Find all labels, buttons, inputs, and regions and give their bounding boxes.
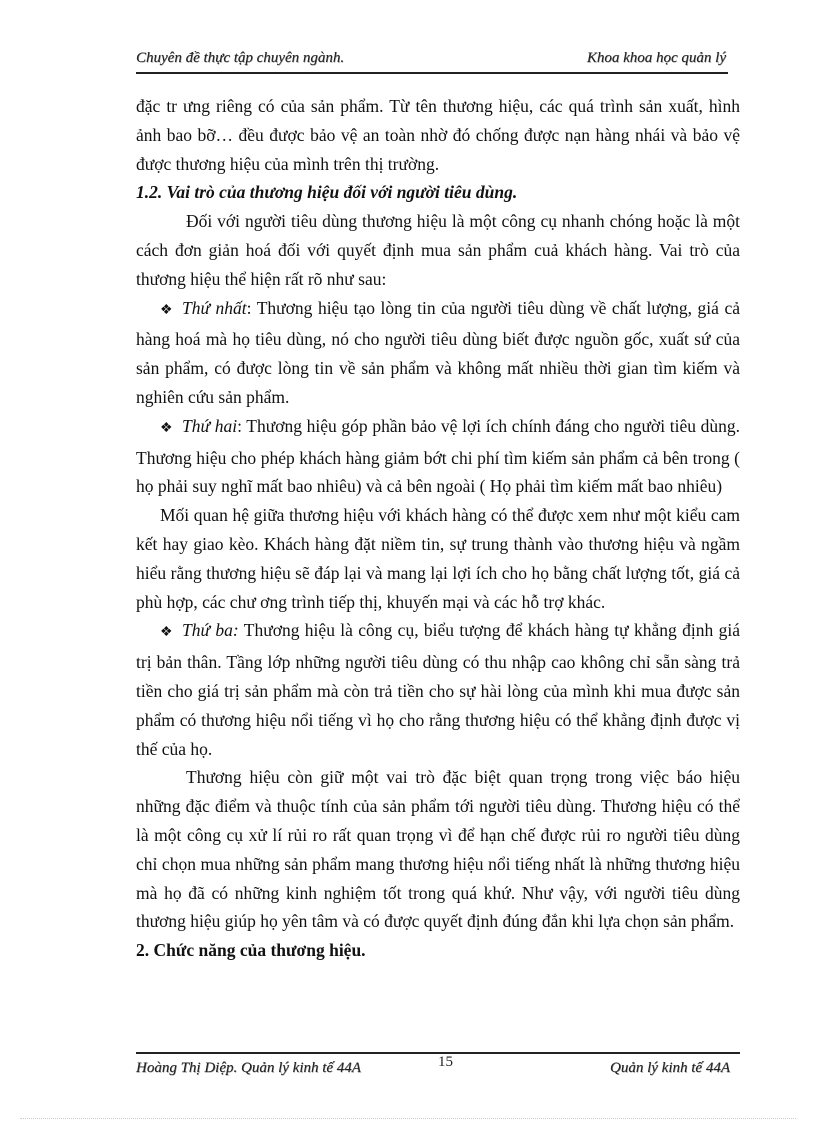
paragraph-relationship: Mối quan hệ giữa thương hiệu với khách hàng có thể được xem như một kiểu cam kết hay giao kèo. Khách hàng đặt niềm tin, sự trung thành vào thương hiệu và ngầm hiểu rằng thương hiệu sẽ đáp lại và mang lại lợi ích cho họ bằng chất lượng tốt, giá cả phù hợp, các chư ơng trình tiếp thị, khuyến mại và các hỗ trợ khác. [136,505,740,612]
document-body [136,92,740,965]
bullet-label: Thứ nhất [182,297,247,318]
bullet-label: Thứ hai [182,415,238,436]
bullet-item-second [136,412,740,501]
paragraph-intro: Đối với người tiêu dùng thương hiệu là một công cụ nhanh chóng hoặc là một cách đơn giản hoá đối với quyết định mua sản phẩm cuả khách hàng. Vai trò của thương hiệu thể hiện rất rõ như sau: [136,211,740,289]
diamond-bullet-icon: ❖ [160,625,173,641]
bullet-text: : Thương hiệu tạo lòng tin của người tiêu dùng về chất lượng, giá cả hàng hoá mà họ tiêu dùng, nó cho người tiêu dùng biết được nguồn gốc, xuất sứ của sản phẩm, có được lòng tin về sản phẩm và không mất nhiều thời gian tìm kiếm và nghiên cứu sản phẩm. [136,297,740,407]
header-right-text: Khoa khoa học quản lý [586,50,726,66]
page-header [136,48,728,74]
page-footer [136,1052,740,1084]
bullet-item-first [136,294,740,412]
footer-author: Hoàng Thị Diệp. Quản lý kinh tế 44A [136,1060,361,1076]
paragraph-continuation: đặc tr ưng riêng có của sản phẩm. Từ tên thương hiệu, các quá trình sản xuất, hình ảnh bao bỡ… đều được bảo vệ an toàn nhờ đó chống được nạn hàng nhái và bảo vệ được thương hiệu của mình trên thị trường. [136,96,740,174]
bullet-item-third [136,616,740,763]
page-edge-divider [20,1118,796,1119]
footer-right-text: Quản lý kinh tế 44A [610,1060,730,1076]
page-number: 15 [438,1054,453,1070]
section-heading-1-2: 1.2. Vai trò của thương hiệu đối với người tiêu dùng. [136,182,518,203]
section-heading-2: 2. Chức năng của thương hiệu. [136,940,366,961]
diamond-bullet-icon: ❖ [160,420,173,436]
paragraph-risk: Thương hiệu còn giữ một vai trò đặc biệt quan trọng trong việc báo hiệu những đặc điểm và thuộc tính của sản phẩm tới người tiêu dùng. Thương hiệu có thể là một công cụ xử lí rủi ro rất quan trọng vì để hạn chế được rủi ro người tiêu dùng chỉ chọn mua những sản phẩm mang thương hiệu nổi tiếng nhất là những thương hiệu mà họ đã có những kinh nghiệm tốt trong quá khứ. Như vậy, với người tiêu dùng thương hiệu giúp họ yên tâm và có được quyết định đúng đắn khi lựa chọn sản phẩm. [136,767,740,932]
bullet-label: Thứ ba: [182,620,239,641]
header-left-text: Chuyên đề thực tập chuyên ngành. [136,50,345,66]
bullet-text: : Thương hiệu góp phần bảo vệ lợi ích chính đáng cho người tiêu dùng. Thương hiệu cho phép khách hàng giảm bớt chi phí tìm kiếm sản phẩm cả bên trong ( họ phải suy nghĩ mất bao nhiêu) và cả bên ngoài ( Họ phải tìm kiếm mất bao nhiêu) [136,415,740,497]
diamond-bullet-icon: ❖ [160,302,173,318]
bullet-text: Thương hiệu là công cụ, biểu tượng để khách hàng tự khẳng định giá trị bản thân. Tầng lớp những người tiêu dùng có thu nhập cao không chỉ sẵn sàng trả tiền cho giá trị sản phẩm mà còn trả tiền cho sự hài lòng của mình khi mua được sản phẩm có thương hiệu nổi tiếng vì họ cho rằng thương hiệu có thể khẳng định được vị thế của họ. [136,620,740,759]
